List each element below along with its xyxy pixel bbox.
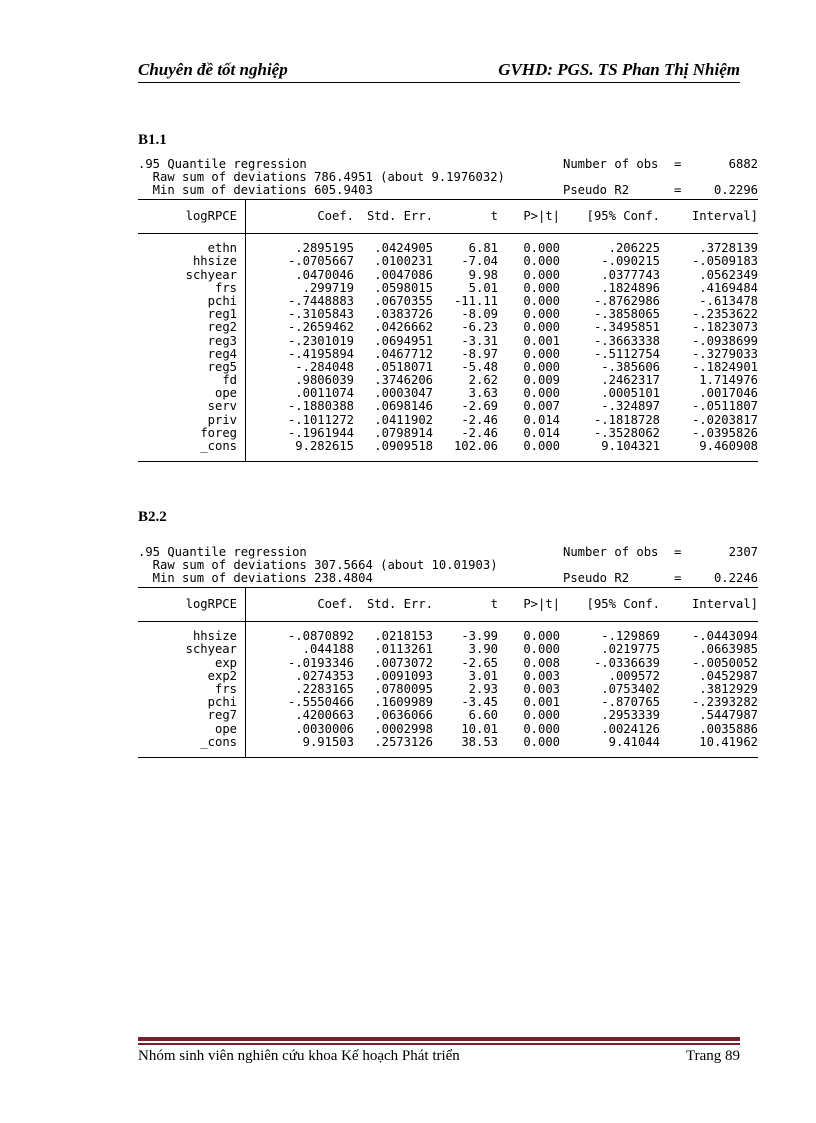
std-err: .0909518 [374, 439, 433, 453]
std-err: .0002998 [374, 721, 433, 736]
min-sum-deviations: Min sum of deviations 605.9403 [138, 183, 373, 197]
ci-upper: 9.460908 [699, 439, 758, 453]
variable-name: foreg [200, 425, 237, 440]
std-err: .3746206 [374, 373, 433, 388]
std-err: .0113261 [374, 642, 433, 657]
ci-upper: -.3279033 [691, 346, 758, 361]
column-header-row [138, 598, 760, 611]
p-value: 0.000 [523, 734, 560, 749]
p-value: 0.007 [523, 399, 560, 414]
t-stat: -2.46 [461, 412, 498, 427]
t-stat: -8.97 [461, 346, 498, 361]
variable-name: ope [214, 721, 237, 736]
p-value: 0.003 [523, 681, 560, 696]
regression-header [138, 158, 760, 199]
column-header-ci-lower: [95% Conf. [586, 597, 660, 611]
p-value: 0.014 [523, 412, 560, 427]
p-value: 0.000 [523, 346, 560, 361]
variable-name: pchi [207, 293, 237, 308]
t-stat: 10.01 [461, 721, 498, 736]
variable-name: hhsize [192, 629, 237, 644]
pseudo-r2-label: Pseudo R2 [563, 571, 630, 585]
p-value: 0.001 [523, 695, 560, 710]
variable-name: pchi [207, 695, 237, 710]
ci-lower: -.1818728 [593, 412, 660, 427]
nobs-equals: = [674, 157, 682, 171]
std-err: .0698146 [374, 399, 433, 414]
document-title: Chuyên đề tốt nghiệp [138, 60, 288, 79]
variable-name: schyear [185, 642, 237, 657]
table-row [138, 736, 760, 749]
t-stat: -3.31 [461, 333, 498, 348]
ci-lower: -.3528062 [593, 425, 660, 440]
ci-lower: .206225 [608, 241, 660, 256]
ci-upper: .0452987 [699, 668, 758, 683]
section-title-b1: B1.1 [138, 132, 167, 148]
variable-name: reg4 [207, 346, 237, 361]
std-err: .0003047 [374, 386, 433, 401]
nobs-value: 2307 [728, 545, 758, 559]
coef: -.2301019 [287, 333, 354, 348]
variable-name: frs [214, 681, 237, 696]
std-err: .2573126 [374, 734, 433, 749]
regression-output-b2 [138, 546, 760, 758]
t-stat: 3.01 [468, 668, 498, 683]
pseudo-r2-equals: = [674, 571, 682, 585]
ci-lower: .009572 [608, 668, 660, 683]
variable-name: exp [214, 655, 237, 670]
ci-lower: 9.104321 [601, 439, 660, 453]
p-value: 0.001 [523, 333, 560, 348]
column-header-std-err: Std. Err. [366, 209, 433, 223]
column-header-ci-upper: Interval] [691, 597, 758, 611]
nobs-label: Number of obs [563, 157, 659, 171]
p-value: 0.000 [523, 293, 560, 308]
t-stat: -8.09 [461, 307, 498, 322]
variable-name: schyear [185, 267, 237, 282]
std-err: .0411902 [374, 412, 433, 427]
p-value: 0.000 [523, 267, 560, 282]
ci-lower: .2462317 [601, 373, 660, 388]
regression-type: .95 Quantile regression [138, 545, 307, 559]
variable-name: exp2 [207, 668, 237, 683]
nobs-label: Number of obs [563, 545, 659, 559]
coef: -.1011272 [287, 412, 354, 427]
ci-upper: .5447987 [699, 708, 758, 723]
coef: -.0193346 [287, 655, 354, 670]
t-stat: 38.53 [461, 734, 498, 749]
variable-name: reg7 [207, 708, 237, 723]
std-err: .0383726 [374, 307, 433, 322]
table-row [138, 643, 760, 656]
coef: -.284048 [295, 359, 354, 374]
ci-upper: .0017046 [699, 386, 758, 401]
t-stat: -3.45 [461, 695, 498, 710]
ci-upper: -.1824901 [691, 359, 758, 374]
variable-name: ethn [207, 241, 237, 256]
table-row [138, 255, 760, 268]
p-value: 0.008 [523, 655, 560, 670]
p-value: 0.000 [523, 642, 560, 657]
std-err: .0780095 [374, 681, 433, 696]
ci-upper: -.1823073 [691, 320, 758, 335]
spacer [138, 611, 760, 621]
p-value: 0.000 [523, 241, 560, 256]
coef: .0274353 [295, 668, 354, 683]
std-err: .0218153 [374, 629, 433, 644]
t-stat: 102.06 [453, 439, 498, 453]
pseudo-r2-equals: = [674, 183, 682, 197]
p-value: 0.000 [523, 708, 560, 723]
variable-name: serv [207, 399, 237, 414]
ci-lower: -.090215 [601, 254, 660, 269]
section-title-b2: B2.2 [138, 509, 167, 525]
ci-upper: .0562349 [699, 267, 758, 282]
ci-lower: .0005101 [601, 386, 660, 401]
regression-type: .95 Quantile regression [138, 157, 307, 171]
p-value: 0.000 [523, 439, 560, 453]
table-row [138, 348, 760, 361]
ci-upper: 10.41962 [699, 734, 758, 749]
t-stat: -5.48 [461, 359, 498, 374]
coef: .0030006 [295, 721, 354, 736]
coef: .4200663 [295, 708, 354, 723]
supervisor-label: GVHD: PGS. TS Phan Thị Nhiệm [498, 60, 740, 79]
column-header-variable-name: logRPCE [185, 597, 237, 611]
variable-name: reg2 [207, 320, 237, 335]
ci-upper: -.2353622 [691, 307, 758, 322]
coef: -.1961944 [287, 425, 354, 440]
coef: .9806039 [295, 373, 354, 388]
ci-lower: -.3663338 [593, 333, 660, 348]
column-header-t-stat: t [490, 597, 498, 611]
column-header-coef: Coef. [317, 597, 354, 611]
table-row [138, 709, 760, 722]
ci-lower: .0377743 [601, 267, 660, 282]
ci-upper: -.2393282 [691, 695, 758, 710]
p-value: 0.000 [523, 280, 560, 295]
t-stat: -6.23 [461, 320, 498, 335]
pseudo-r2-value: 0.2296 [713, 183, 758, 197]
column-header-p-value: P>|t| [523, 209, 560, 223]
std-err: .0047086 [374, 267, 433, 282]
coefficient-table [138, 199, 760, 462]
page-header [138, 60, 740, 82]
coef: .044188 [302, 642, 354, 657]
raw-sum-deviations: Raw sum of deviations 786.4951 (about 9.1976032) [138, 170, 505, 184]
header-rule [138, 82, 740, 83]
ci-upper: -.0509183 [691, 254, 758, 269]
t-stat: 2.93 [468, 681, 498, 696]
table-row [138, 282, 760, 295]
ci-upper: -.0395826 [691, 425, 758, 440]
coef: -.5550466 [287, 695, 354, 710]
table-row [138, 414, 760, 427]
table-vertical-rule [245, 199, 246, 462]
variable-name: frs [214, 280, 237, 295]
coef: .299719 [302, 280, 354, 295]
ci-upper: .0035886 [699, 721, 758, 736]
column-header-p-value: P>|t| [523, 597, 560, 611]
ci-lower: .0024126 [601, 721, 660, 736]
std-err: .0636066 [374, 708, 433, 723]
ci-upper: -.613478 [699, 293, 758, 308]
std-err: .0798914 [374, 425, 433, 440]
ci-upper: 1.714976 [699, 373, 758, 388]
ci-lower: -.129869 [601, 629, 660, 644]
regression-output-b1 [138, 158, 760, 462]
table-row [138, 400, 760, 413]
variable-name: _cons [200, 734, 237, 749]
table-row [138, 440, 760, 453]
footer-rule-thin [138, 1043, 740, 1045]
table-row [138, 723, 760, 736]
p-value: 0.000 [523, 307, 560, 322]
t-stat: -2.65 [461, 655, 498, 670]
nobs-value: 6882 [728, 157, 758, 171]
p-value: 0.009 [523, 373, 560, 388]
table-row [138, 335, 760, 348]
table-row [138, 321, 760, 334]
table-vertical-rule [245, 587, 246, 758]
coef: -.2659462 [287, 320, 354, 335]
std-err: .0467712 [374, 346, 433, 361]
ci-lower: .0753402 [601, 681, 660, 696]
p-value: 0.000 [523, 359, 560, 374]
std-err: .0073072 [374, 655, 433, 670]
ci-lower: .1824896 [601, 280, 660, 295]
std-err: .0694951 [374, 333, 433, 348]
ci-lower: .0219775 [601, 642, 660, 657]
variable-name: hhsize [192, 254, 237, 269]
table-bottom-rule [138, 757, 758, 758]
t-stat: -11.11 [453, 293, 498, 308]
pseudo-r2-value: 0.2246 [713, 571, 758, 585]
ci-lower: -.324897 [601, 399, 660, 414]
ci-upper: -.0203817 [691, 412, 758, 427]
t-stat: 9.98 [468, 267, 498, 282]
page-number: Trang 89 [685, 1048, 740, 1064]
t-stat: 6.60 [468, 708, 498, 723]
coef: 9.282615 [295, 439, 354, 453]
ci-upper: .3728139 [699, 241, 758, 256]
std-err: .0100231 [374, 254, 433, 269]
column-header-coef: Coef. [317, 209, 354, 223]
p-value: 0.000 [523, 629, 560, 644]
coef: -.0870892 [287, 629, 354, 644]
coef: .2283165 [295, 681, 354, 696]
table-row [138, 657, 760, 670]
table-bottom-rule [138, 461, 758, 462]
t-stat: -2.46 [461, 425, 498, 440]
table-row [138, 269, 760, 282]
t-stat: 6.81 [468, 241, 498, 256]
variable-name: fd [222, 373, 237, 388]
ci-upper: .4169484 [699, 280, 758, 295]
table-row [138, 670, 760, 683]
column-header-t-stat: t [490, 209, 498, 223]
ci-lower: -.0336639 [593, 655, 660, 670]
variable-name: reg1 [207, 307, 237, 322]
column-header-row [138, 210, 760, 223]
ci-upper: -.0938699 [691, 333, 758, 348]
coef: -.1880388 [287, 399, 354, 414]
variable-name: priv [207, 412, 237, 427]
std-err: .1609989 [374, 695, 433, 710]
ci-upper: -.0050052 [691, 655, 758, 670]
spacer [138, 453, 760, 461]
coef: -.4195894 [287, 346, 354, 361]
ci-lower: -.8762986 [593, 293, 660, 308]
t-stat: 3.90 [468, 642, 498, 657]
std-err: .0598015 [374, 280, 433, 295]
footer-rule-thick [138, 1037, 740, 1041]
ci-upper: .0663985 [699, 642, 758, 657]
variable-name: reg3 [207, 333, 237, 348]
std-err: .0424905 [374, 241, 433, 256]
ci-upper: .3812929 [699, 681, 758, 696]
nobs-equals: = [674, 545, 682, 559]
pseudo-r2-label: Pseudo R2 [563, 183, 630, 197]
p-value: 0.003 [523, 668, 560, 683]
std-err: .0091093 [374, 668, 433, 683]
p-value: 0.000 [523, 386, 560, 401]
ci-lower: -.5112754 [593, 346, 660, 361]
variable-name: ope [214, 386, 237, 401]
column-header-ci-lower: [95% Conf. [586, 209, 660, 223]
t-stat: 2.62 [468, 373, 498, 388]
column-header-std-err: Std. Err. [366, 597, 433, 611]
ci-upper: -.0511807 [691, 399, 758, 414]
variable-name: reg5 [207, 359, 237, 374]
ci-upper: -.0443094 [691, 629, 758, 644]
std-err: .0670355 [374, 293, 433, 308]
std-err: .0426662 [374, 320, 433, 335]
coef: 9.91503 [302, 734, 354, 749]
spacer [138, 749, 760, 757]
ci-lower: .2953339 [601, 708, 660, 723]
regression-header [138, 546, 760, 587]
coef: -.3105843 [287, 307, 354, 322]
spacer [138, 223, 760, 233]
t-stat: 3.63 [468, 386, 498, 401]
p-value: 0.000 [523, 254, 560, 269]
variable-name: _cons [200, 439, 237, 453]
min-sum-deviations: Min sum of deviations 238.4804 [138, 571, 373, 585]
coef: .0011074 [295, 386, 354, 401]
t-stat: -7.04 [461, 254, 498, 269]
ci-lower: -.870765 [601, 695, 660, 710]
t-stat: -2.69 [461, 399, 498, 414]
ci-lower: 9.41044 [608, 734, 660, 749]
column-header-variable-name: logRPCE [185, 209, 237, 223]
ci-lower: -.385606 [601, 359, 660, 374]
coef: .2895195 [295, 241, 354, 256]
footer-group-name: Nhóm sinh viên nghiên cứu khoa Kế hoạch Phát triển [138, 1048, 460, 1064]
ci-lower: -.3495851 [593, 320, 660, 335]
coef: -.0705667 [287, 254, 354, 269]
p-value: 0.000 [523, 721, 560, 736]
std-err: .0518071 [374, 359, 433, 374]
t-stat: 5.01 [468, 280, 498, 295]
coef: -.7448883 [287, 293, 354, 308]
ci-lower: -.3858065 [593, 307, 660, 322]
raw-sum-deviations: Raw sum of deviations 307.5664 (about 10.01903) [138, 558, 498, 572]
column-header-ci-upper: Interval] [691, 209, 758, 223]
p-value: 0.014 [523, 425, 560, 440]
coefficient-table [138, 587, 760, 758]
p-value: 0.000 [523, 320, 560, 335]
coef: .0470046 [295, 267, 354, 282]
t-stat: -3.99 [461, 629, 498, 644]
